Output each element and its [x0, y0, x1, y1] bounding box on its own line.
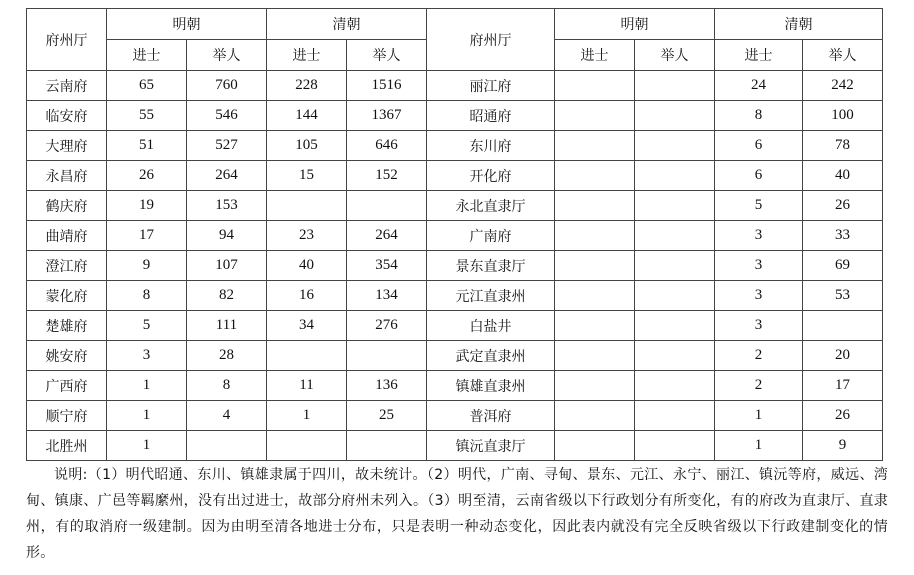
header-qing-right: 清朝 — [715, 9, 883, 40]
table-row — [27, 281, 883, 311]
left-qing-juren-cell: 1367 — [347, 101, 427, 131]
left-region-name-cell: 大理府 — [27, 131, 107, 161]
right-ming-juren-cell — [635, 341, 715, 371]
left-ming-jinshi-cell: 3 — [107, 341, 187, 371]
right-qing-juren-cell: 17 — [803, 371, 883, 401]
left-qing-jinshi-cell: 15 — [267, 161, 347, 191]
right-region-name-cell: 昭通府 — [427, 101, 555, 131]
left-ming-juren-cell: 527 — [187, 131, 267, 161]
left-qing-jinshi-cell: 1 — [267, 401, 347, 431]
right-ming-juren-cell — [635, 251, 715, 281]
right-ming-jinshi-cell — [555, 161, 635, 191]
right-ming-juren-cell — [635, 71, 715, 101]
left-ming-juren-cell: 153 — [187, 191, 267, 221]
left-qing-jinshi-cell — [267, 191, 347, 221]
right-ming-jinshi-cell — [555, 311, 635, 341]
left-ming-juren-cell: 94 — [187, 221, 267, 251]
left-qing-juren-cell — [347, 341, 427, 371]
right-region-name-cell: 永北直隶厅 — [427, 191, 555, 221]
right-region-name-cell: 镇雄直隶州 — [427, 371, 555, 401]
right-region-name-cell: 镇沅直隶厅 — [427, 431, 555, 461]
right-region-name-cell: 开化府 — [427, 161, 555, 191]
right-qing-jinshi-cell: 3 — [715, 281, 803, 311]
right-region-name-cell: 普洱府 — [427, 401, 555, 431]
right-ming-juren-cell — [635, 371, 715, 401]
left-ming-juren-cell: 82 — [187, 281, 267, 311]
right-qing-juren-cell: 100 — [803, 101, 883, 131]
table-body — [27, 71, 883, 461]
left-region-name-cell: 北胜州 — [27, 431, 107, 461]
right-ming-jinshi-cell — [555, 71, 635, 101]
right-qing-juren-cell: 40 — [803, 161, 883, 191]
left-qing-jinshi-cell: 144 — [267, 101, 347, 131]
left-ming-jinshi-cell: 5 — [107, 311, 187, 341]
header-qing-jinshi-left: 进士 — [267, 40, 347, 71]
left-region-name-cell: 鹤庆府 — [27, 191, 107, 221]
left-ming-jinshi-cell: 1 — [107, 371, 187, 401]
left-qing-jinshi-cell: 16 — [267, 281, 347, 311]
header-qing-juren-right: 举人 — [803, 40, 883, 71]
left-qing-juren-cell: 152 — [347, 161, 427, 191]
right-ming-juren-cell — [635, 101, 715, 131]
header-row-1 — [27, 9, 883, 40]
table-row — [27, 161, 883, 191]
left-ming-jinshi-cell: 9 — [107, 251, 187, 281]
right-qing-jinshi-cell: 8 — [715, 101, 803, 131]
right-ming-juren-cell — [635, 281, 715, 311]
header-ming-jinshi-right: 进士 — [555, 40, 635, 71]
left-qing-jinshi-cell: 228 — [267, 71, 347, 101]
right-ming-juren-cell — [635, 401, 715, 431]
right-ming-jinshi-cell — [555, 131, 635, 161]
left-region-name-cell: 临安府 — [27, 101, 107, 131]
left-qing-jinshi-cell: 23 — [267, 221, 347, 251]
right-ming-jinshi-cell — [555, 431, 635, 461]
right-qing-juren-cell: 78 — [803, 131, 883, 161]
left-ming-jinshi-cell: 19 — [107, 191, 187, 221]
left-region-name-cell: 永昌府 — [27, 161, 107, 191]
right-ming-jinshi-cell — [555, 221, 635, 251]
left-ming-juren-cell: 264 — [187, 161, 267, 191]
right-qing-jinshi-cell: 2 — [715, 371, 803, 401]
header-qing-left: 清朝 — [267, 9, 427, 40]
left-qing-juren-cell: 276 — [347, 311, 427, 341]
degree-holders-table — [26, 8, 883, 461]
right-ming-jinshi-cell — [555, 401, 635, 431]
left-region-name-cell: 云南府 — [27, 71, 107, 101]
left-ming-juren-cell: 111 — [187, 311, 267, 341]
table-row — [27, 221, 883, 251]
left-ming-jinshi-cell: 17 — [107, 221, 187, 251]
right-qing-jinshi-cell: 24 — [715, 71, 803, 101]
right-ming-jinshi-cell — [555, 371, 635, 401]
right-region-name-cell: 元江直隶州 — [427, 281, 555, 311]
left-qing-juren-cell — [347, 431, 427, 461]
right-qing-jinshi-cell: 2 — [715, 341, 803, 371]
header-ming-juren-left: 举人 — [187, 40, 267, 71]
right-region-name-cell: 广南府 — [427, 221, 555, 251]
table-row — [27, 101, 883, 131]
right-qing-jinshi-cell: 3 — [715, 221, 803, 251]
left-qing-juren-cell: 354 — [347, 251, 427, 281]
left-region-name-cell: 曲靖府 — [27, 221, 107, 251]
left-qing-juren-cell: 1516 — [347, 71, 427, 101]
right-ming-jinshi-cell — [555, 191, 635, 221]
left-ming-jinshi-cell: 1 — [107, 431, 187, 461]
left-qing-jinshi-cell — [267, 341, 347, 371]
right-qing-jinshi-cell: 3 — [715, 311, 803, 341]
left-ming-jinshi-cell: 8 — [107, 281, 187, 311]
left-qing-jinshi-cell: 40 — [267, 251, 347, 281]
left-ming-juren-cell: 8 — [187, 371, 267, 401]
right-qing-juren-cell: 242 — [803, 71, 883, 101]
right-qing-juren-cell: 26 — [803, 191, 883, 221]
left-ming-juren-cell — [187, 431, 267, 461]
right-qing-jinshi-cell: 1 — [715, 431, 803, 461]
table-row — [27, 251, 883, 281]
header-qing-juren-left: 举人 — [347, 40, 427, 71]
table-row — [27, 431, 883, 461]
left-ming-juren-cell: 4 — [187, 401, 267, 431]
table-row — [27, 341, 883, 371]
right-ming-juren-cell — [635, 191, 715, 221]
right-qing-jinshi-cell: 6 — [715, 161, 803, 191]
right-region-name-cell: 景东直隶厅 — [427, 251, 555, 281]
right-ming-juren-cell — [635, 161, 715, 191]
left-qing-juren-cell: 136 — [347, 371, 427, 401]
right-ming-juren-cell — [635, 431, 715, 461]
right-ming-jinshi-cell — [555, 341, 635, 371]
left-ming-jinshi-cell: 51 — [107, 131, 187, 161]
right-ming-juren-cell — [635, 221, 715, 251]
table-note: 说明:（1）明代昭通、东川、镇雄隶属于四川，故未统计。（2）明代，广南、寻甸、景东、元江、永宁、丽江、镇沅等府，威远、湾甸、镇康、广邑等羁縻州，没有出过进士，故部分府州未列入。（3）明至清，云南省级以下行政划分有所变化，有的府改为直隶厅、直隶州，有的取消府一级建制。因为由明至清各地进士分布，只是表明一种动态变化，因此表内就没有完全反映省级以下行政建制变化的情形。 — [26, 467, 888, 561]
left-qing-juren-cell — [347, 191, 427, 221]
left-ming-jinshi-cell: 65 — [107, 71, 187, 101]
right-qing-juren-cell: 26 — [803, 401, 883, 431]
right-region-name-cell: 武定直隶州 — [427, 341, 555, 371]
table-row — [27, 71, 883, 101]
left-qing-juren-cell: 134 — [347, 281, 427, 311]
left-qing-jinshi-cell: 11 — [267, 371, 347, 401]
left-ming-jinshi-cell: 55 — [107, 101, 187, 131]
right-qing-juren-cell: 33 — [803, 221, 883, 251]
header-region-right: 府州厅 — [427, 9, 555, 71]
left-qing-juren-cell: 25 — [347, 401, 427, 431]
header-ming-jinshi-left: 进士 — [107, 40, 187, 71]
table-container — [26, 8, 882, 461]
right-qing-juren-cell: 53 — [803, 281, 883, 311]
left-qing-juren-cell: 646 — [347, 131, 427, 161]
right-region-name-cell: 东川府 — [427, 131, 555, 161]
left-qing-jinshi-cell: 34 — [267, 311, 347, 341]
left-region-name-cell: 蒙化府 — [27, 281, 107, 311]
header-ming-right: 明朝 — [555, 9, 715, 40]
right-qing-jinshi-cell: 6 — [715, 131, 803, 161]
right-ming-jinshi-cell — [555, 281, 635, 311]
right-qing-jinshi-cell: 5 — [715, 191, 803, 221]
left-region-name-cell: 广西府 — [27, 371, 107, 401]
right-qing-juren-cell — [803, 311, 883, 341]
left-ming-jinshi-cell: 26 — [107, 161, 187, 191]
right-ming-juren-cell — [635, 131, 715, 161]
left-region-name-cell: 楚雄府 — [27, 311, 107, 341]
left-ming-juren-cell: 546 — [187, 101, 267, 131]
left-ming-juren-cell: 28 — [187, 341, 267, 371]
left-ming-juren-cell: 107 — [187, 251, 267, 281]
right-qing-jinshi-cell: 3 — [715, 251, 803, 281]
left-region-name-cell: 姚安府 — [27, 341, 107, 371]
header-ming-left: 明朝 — [107, 9, 267, 40]
left-region-name-cell: 澄江府 — [27, 251, 107, 281]
table-row — [27, 131, 883, 161]
header-qing-jinshi-right: 进士 — [715, 40, 803, 71]
left-qing-jinshi-cell — [267, 431, 347, 461]
right-region-name-cell: 丽江府 — [427, 71, 555, 101]
table-row — [27, 191, 883, 221]
right-qing-juren-cell: 9 — [803, 431, 883, 461]
left-qing-juren-cell: 264 — [347, 221, 427, 251]
left-ming-juren-cell: 760 — [187, 71, 267, 101]
table-row — [27, 311, 883, 341]
right-ming-juren-cell — [635, 311, 715, 341]
table-row — [27, 401, 883, 431]
right-region-name-cell: 白盐井 — [427, 311, 555, 341]
right-qing-juren-cell: 69 — [803, 251, 883, 281]
table-row — [27, 371, 883, 401]
left-qing-jinshi-cell: 105 — [267, 131, 347, 161]
right-ming-jinshi-cell — [555, 101, 635, 131]
header-ming-juren-right: 举人 — [635, 40, 715, 71]
left-region-name-cell: 顺宁府 — [27, 401, 107, 431]
right-ming-jinshi-cell — [555, 251, 635, 281]
left-ming-jinshi-cell: 1 — [107, 401, 187, 431]
right-qing-jinshi-cell: 1 — [715, 401, 803, 431]
header-region-left: 府州厅 — [27, 9, 107, 71]
right-qing-juren-cell: 20 — [803, 341, 883, 371]
